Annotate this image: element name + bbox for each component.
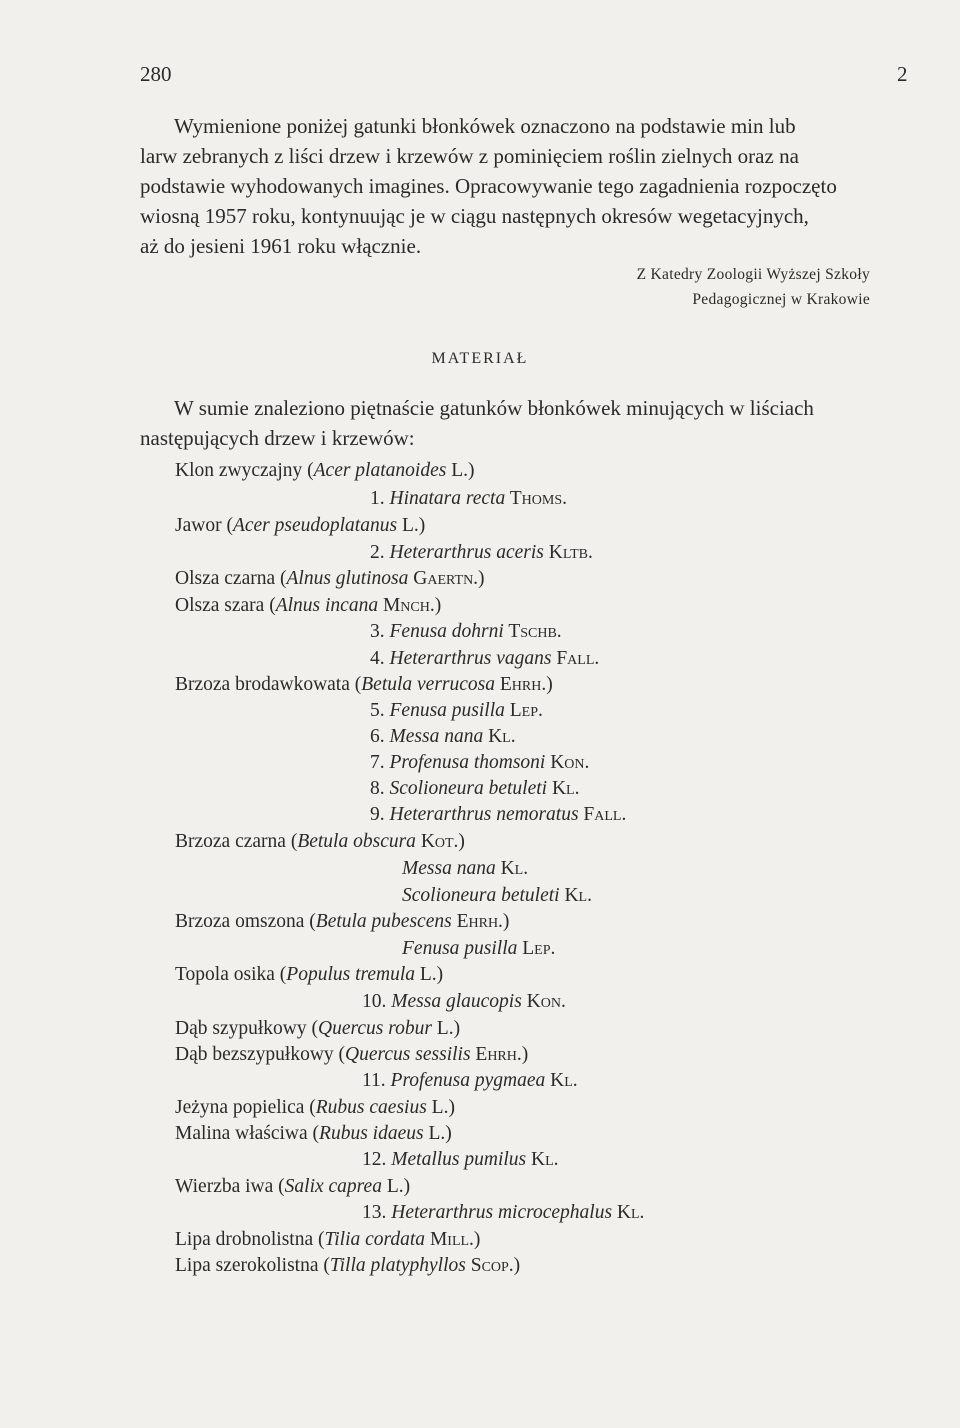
species-entry: Scolioneura betuleti Kl.: [402, 885, 592, 906]
species-entry: 11. Profenusa pygmaea Kl.: [362, 1070, 578, 1091]
species-entry: 4. Heterarthrus vagans Fall.: [370, 648, 600, 669]
tree-entry: Brzoza brodawkowata (Betula verrucosa Ehrh.): [175, 674, 553, 695]
species-entry: 3. Fenusa dohrni Tschb.: [370, 621, 562, 642]
material-line: następujących drzew i krzewów:: [140, 426, 415, 450]
species-entry: 13. Heterarthrus microcephalus Kl.: [362, 1202, 645, 1223]
intro-paragraph: [140, 111, 920, 261]
tree-entry: Dąb bezszypułkowy (Quercus sessilis Ehrh.): [175, 1044, 529, 1065]
species-entry: 9. Heterarthrus nemoratus Fall.: [370, 804, 627, 825]
species-entry: Fenusa pusilla Lep.: [402, 938, 556, 959]
tree-entry: Jeżyna popielica (Rubus caesius L.): [175, 1097, 455, 1118]
species-entry: 6. Messa nana Kl.: [370, 726, 516, 747]
tree-entry: Malina właściwa (Rubus idaeus L.): [175, 1123, 452, 1144]
affiliation-line-1: Z Katedry Zoologii Wyższej Szkoły: [636, 266, 870, 283]
tree-entry: Olsza szara (Alnus incana Mnch.): [175, 595, 442, 616]
intro-line: aż do jesieni 1961 roku włącznie.: [140, 234, 422, 258]
species-entry: 5. Fenusa pusilla Lep.: [370, 700, 543, 721]
tree-entry: Jawor (Acer pseudoplatanus L.): [175, 515, 426, 536]
species-entry: 7. Profenusa thomsoni Kon.: [370, 752, 590, 773]
tree-entry: Olsza czarna (Alnus glutinosa Gaertn.): [175, 568, 485, 589]
species-entry: 10. Messa glaucopis Kon.: [362, 991, 566, 1012]
material-line: W sumie znaleziono piętnaście gatunków błonkówek minujących w liściach: [174, 396, 814, 420]
intro-line: Wymienione poniżej gatunki błonkówek oznaczono na podstawie min lub: [174, 114, 796, 138]
species-entry: 1. Hinatara recta Thoms.: [370, 488, 567, 509]
tree-entry: Topola osika (Populus tremula L.): [175, 964, 444, 985]
intro-line: larw zebranych z liści drzew i krzewów z pominięciem roślin zielnych oraz na: [140, 144, 799, 168]
tree-entry: Klon zwyczajny (Acer platanoides L.): [175, 460, 475, 481]
species-entry: Messa nana Kl.: [402, 858, 529, 879]
tree-entry: Brzoza omszona (Betula pubescens Ehrh.): [175, 911, 510, 932]
tree-entry: Brzoza czarna (Betula obscura Kot.): [175, 831, 465, 852]
species-entry: 2. Heterarthrus aceris Kltb.: [370, 542, 593, 563]
intro-line: wiosną 1957 roku, kontynuując je w ciągu następnych okresów wegetacyjnych,: [140, 204, 809, 228]
tree-entry: Lipa szerokolistna (Tilla platyphyllos Scop.): [175, 1255, 521, 1276]
section-number: 2: [897, 62, 908, 86]
page-number: 280: [140, 62, 172, 86]
material-paragraph: [140, 393, 920, 453]
section-heading: MATERIAŁ: [431, 350, 529, 367]
intro-line: podstawie wyhodowanych imagines. Opracowywanie tego zagadnienia rozpoczęto: [140, 174, 837, 198]
tree-entry: Lipa drobnolistna (Tilia cordata Mill.): [175, 1229, 481, 1250]
tree-entry: Wierzba iwa (Salix caprea L.): [175, 1176, 411, 1197]
affiliation-line-2: Pedagogicznej w Krakowie: [692, 291, 870, 308]
species-entry: 8. Scolioneura betuleti Kl.: [370, 778, 580, 799]
tree-entry: Dąb szypułkowy (Quercus robur L.): [175, 1018, 461, 1039]
species-entry: 12. Metallus pumilus Kl.: [362, 1149, 559, 1170]
